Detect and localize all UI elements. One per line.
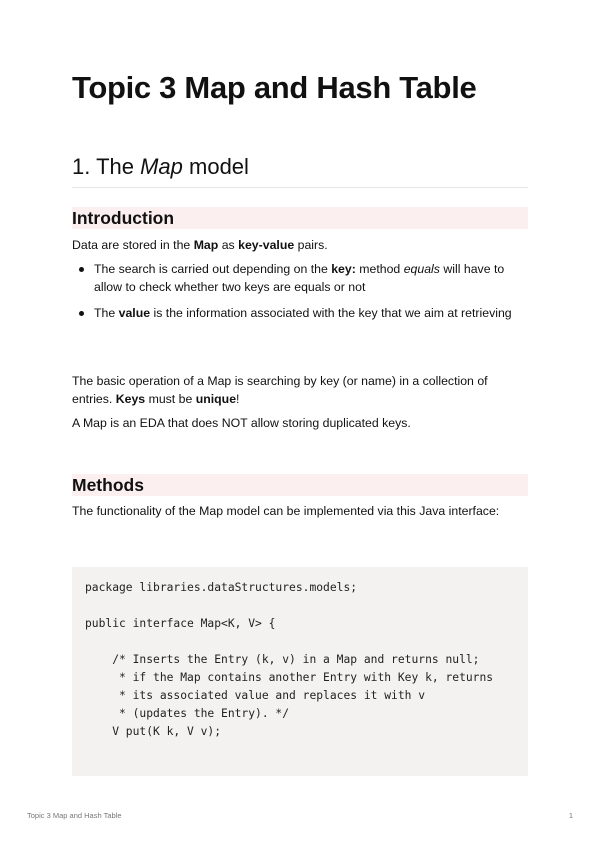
code-block xyxy=(72,567,528,776)
intro-text: Data are stored in the xyxy=(72,238,194,252)
section-heading-italic: Map xyxy=(140,154,183,179)
section-heading xyxy=(72,154,528,188)
footer-page-number: 1 xyxy=(568,811,573,820)
paragraph-text: ! xyxy=(236,392,240,406)
basic-operation-paragraph xyxy=(72,372,528,408)
bullet-italic-equals: equals xyxy=(403,262,440,276)
list-item xyxy=(72,304,528,322)
duplicates-paragraph: A Map is an EDA that does NOT allow storing duplicated keys. xyxy=(72,416,411,430)
bullet-bold-key: key: xyxy=(331,262,356,276)
java-code: package libraries.dataStructures.models; public interface Map<K, V> { /* Inserts the Entry (k, v) in a Map and returns null; * if the Map contains another Entry with Key k, returns * its associated value and replaces it with v * (updates the Entry). */ V put(K k, V v); xyxy=(85,581,494,738)
intro-paragraph xyxy=(72,236,528,254)
bullet-text: The search is carried out depending on the xyxy=(94,262,332,276)
intro-bold-key-value: key-value xyxy=(238,238,295,252)
bullet-text: will have to allow to check whether two keys are equals or not xyxy=(94,262,505,294)
paragraph-text: The basic operation of a Map is searching by key (or name) in a collection of entries. xyxy=(72,374,488,406)
paragraph-text: must be xyxy=(145,392,196,406)
section-heading-number: 1. The xyxy=(72,154,141,179)
intro-text: as xyxy=(218,238,239,252)
page-title: Topic 3 Map and Hash Table xyxy=(72,70,477,105)
bullet-text: The xyxy=(94,306,119,320)
intro-bullet-list xyxy=(72,260,528,330)
methods-paragraph: The functionality of the Map model can be implemented via this Java interface: xyxy=(72,504,500,518)
bold-keys: Keys xyxy=(115,392,146,406)
bullet-text: is the information associated with the key that we aim at retrieving xyxy=(150,306,512,320)
introduction-heading: Introduction xyxy=(72,207,528,229)
bullet-text: method xyxy=(355,262,404,276)
intro-text: pairs. xyxy=(294,238,328,252)
bullet-bold-value: value xyxy=(118,306,151,320)
section-heading-rest: model xyxy=(182,154,249,179)
methods-heading: Methods xyxy=(72,474,528,496)
footer-title: Topic 3 Map and Hash Table xyxy=(27,811,122,820)
bold-unique: unique xyxy=(195,392,237,406)
list-item xyxy=(72,260,528,296)
intro-bold-map: Map xyxy=(193,238,219,252)
